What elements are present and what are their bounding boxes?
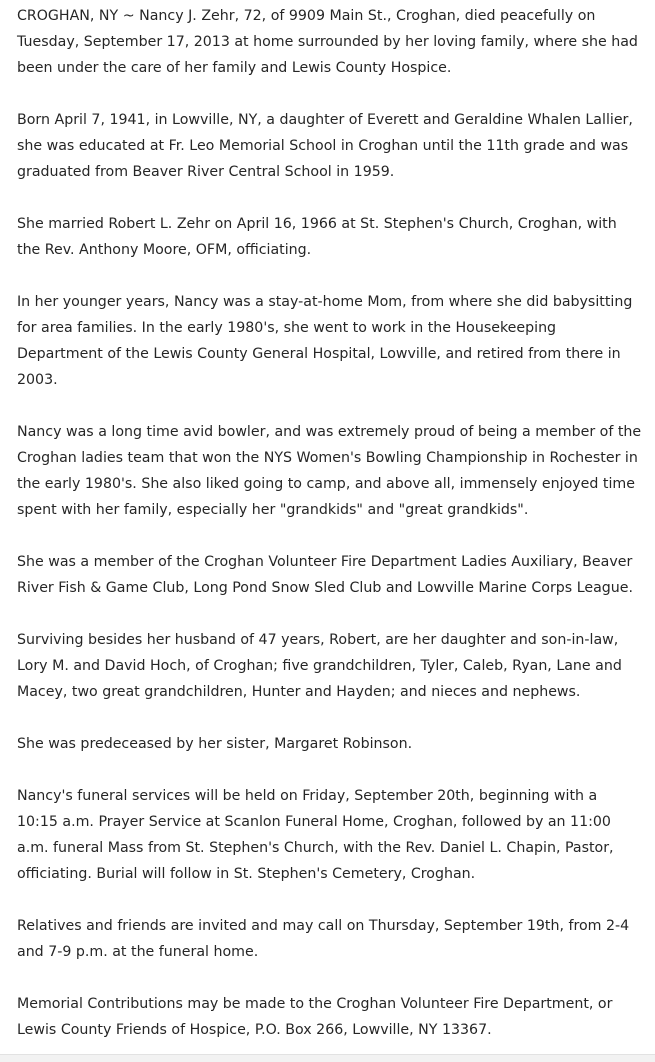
text-line: She married Robert L. Zehr on April 16, 1966 at St. Stephen's Church, Croghan, with	[17, 216, 617, 232]
paragraph	[17, 627, 647, 705]
paragraph	[17, 783, 647, 887]
text-line: Nancy's funeral services will be held on Friday, September 20th, beginning with a	[17, 788, 598, 804]
text-line: a.m. funeral Mass from St. Stephen's Church, with the Rev. Daniel L. Chapin, Pastor,	[17, 840, 614, 856]
text-line: CROGHAN, NY ~ Nancy J. Zehr, 72, of 9909 Main St., Croghan, died peacefully on	[17, 8, 596, 24]
paragraph	[17, 107, 647, 185]
obituary-text	[17, 3, 647, 1043]
horizontal-scrollbar-track[interactable]	[0, 1054, 655, 1062]
text-line: Memorial Contributions may be made to the Croghan Volunteer Fire Department, or	[17, 996, 613, 1012]
paragraph	[17, 211, 647, 263]
paragraph	[17, 419, 647, 523]
text-line: the early 1980's. She also liked going to camp, and above all, immensely enjoyed time	[17, 476, 635, 492]
text-line: Relatives and friends are invited and may call on Thursday, September 19th, from 2-4	[17, 918, 630, 934]
text-line: graduated from Beaver River Central School in 1959.	[17, 164, 395, 180]
text-line: spent with her family, especially her "grandkids" and "great grandkids".	[17, 502, 529, 518]
text-line: Surviving besides her husband of 47 years, Robert, are her daughter and son-in-law,	[17, 632, 619, 648]
text-line: 2003.	[17, 372, 58, 388]
text-line: the Rev. Anthony Moore, OFM, officiating.	[17, 242, 312, 258]
text-line: Croghan ladies team that won the NYS Women's Bowling Championship in Rochester in	[17, 450, 638, 466]
text-line: She was a member of the Croghan Volunteer Fire Department Ladies Auxiliary, Beaver	[17, 554, 633, 570]
text-line: and 7-9 p.m. at the funeral home.	[17, 944, 259, 960]
text-line: Nancy was a long time avid bowler, and was extremely proud of being a member of the	[17, 424, 642, 440]
paragraph	[17, 3, 647, 81]
text-line: She was predeceased by her sister, Margaret Robinson.	[17, 736, 413, 752]
paragraph	[17, 913, 647, 965]
text-line: In her younger years, Nancy was a stay-at-home Mom, from where she did babysitting	[17, 294, 633, 310]
text-line: officiating. Burial will follow in St. Stephen's Cemetery, Croghan.	[17, 866, 476, 882]
text-line: Lory M. and David Hoch, of Croghan; five grandchildren, Tyler, Caleb, Ryan, Lane and	[17, 658, 622, 674]
text-line: Department of the Lewis County General Hospital, Lowville, and retired from there in	[17, 346, 621, 362]
text-line: been under the care of her family and Lewis County Hospice.	[17, 60, 452, 76]
paragraph	[17, 549, 647, 601]
paragraph	[17, 991, 647, 1043]
paragraph	[17, 289, 647, 393]
text-line: for area families. In the early 1980's, she went to work in the Housekeeping	[17, 320, 557, 336]
text-line: 10:15 a.m. Prayer Service at Scanlon Funeral Home, Croghan, followed by an 11:00	[17, 814, 611, 830]
text-line: Lewis County Friends of Hospice, P.O. Box 266, Lowville, NY 13367.	[17, 1022, 492, 1038]
text-line: Tuesday, September 17, 2013 at home surrounded by her loving family, where she had	[17, 34, 638, 50]
text-line: Born April 7, 1941, in Lowville, NY, a daughter of Everett and Geraldine Whalen Lallier,	[17, 112, 633, 128]
text-line: she was educated at Fr. Leo Memorial School in Croghan until the 11th grade and was	[17, 138, 629, 154]
paragraph	[17, 731, 647, 757]
text-line: River Fish & Game Club, Long Pond Snow Sled Club and Lowville Marine Corps League.	[17, 580, 634, 596]
text-line: Macey, two great grandchildren, Hunter and Hayden; and nieces and nephews.	[17, 684, 581, 700]
